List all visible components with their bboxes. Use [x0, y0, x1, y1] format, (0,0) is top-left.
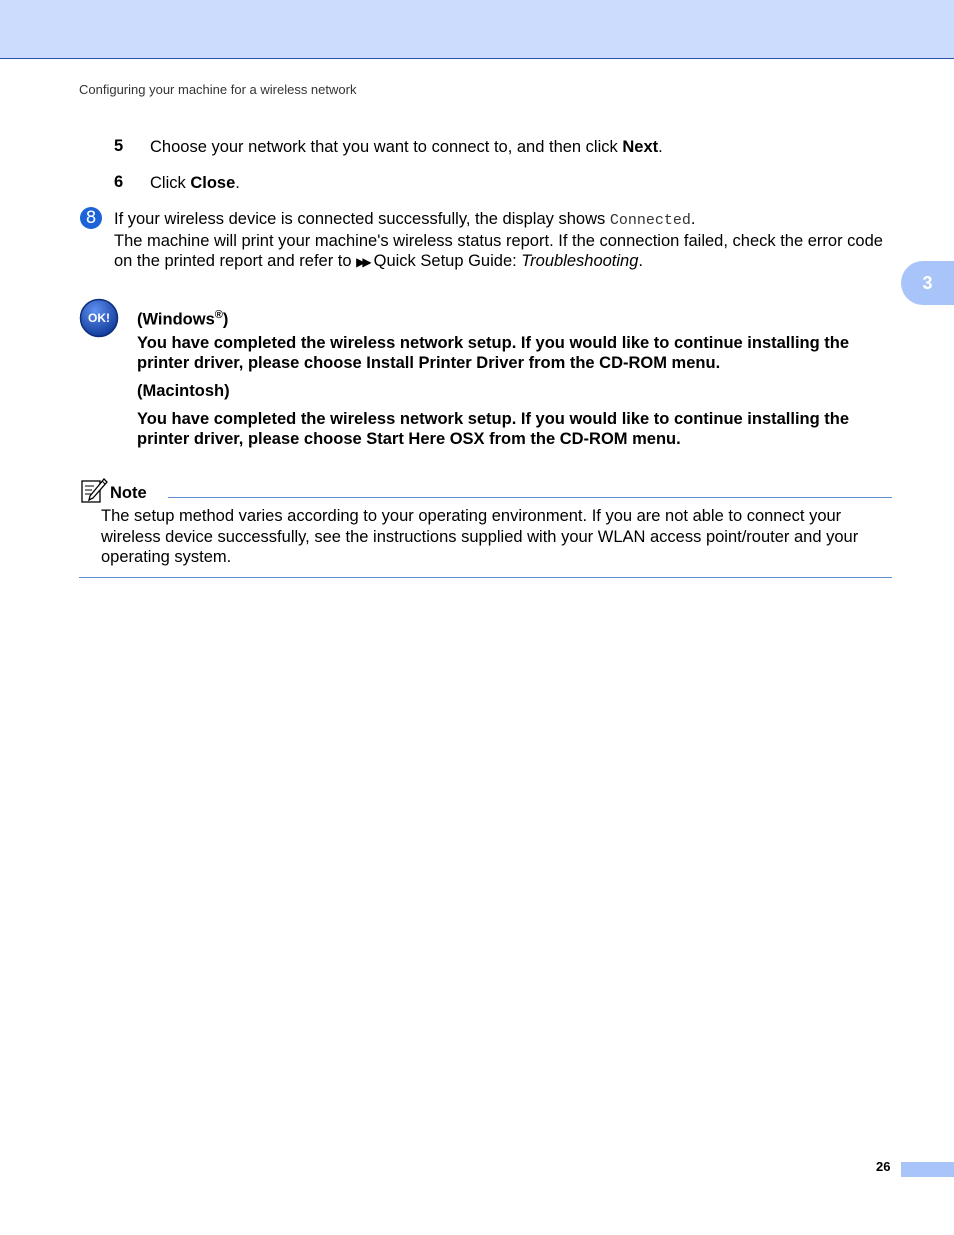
- close-label: Close: [190, 174, 236, 192]
- page-number: 26: [876, 1159, 891, 1174]
- result-paragraph: If your wireless device is connected successfully, the display shows Connected. The machine will print your machine's wireless status report. If the connection failed, check the error code on the printed report and refer to ▶▶ Quick Setup Guide: Troubleshooting.: [114, 210, 883, 270]
- header-band: [0, 0, 954, 59]
- step-8-badge: 8: [80, 207, 102, 229]
- note-text: The setup method varies according to your operating environment. If you are not able to connect your wireless device successfully, see the instructions supplied with your WLAN access point/router and your operating system.: [101, 507, 859, 566]
- step-5-number: 5: [114, 137, 124, 155]
- note-bottom-rule: [79, 577, 892, 578]
- step-6-text: Click Close.: [150, 174, 240, 192]
- windows-heading: (Windows®): [137, 309, 229, 329]
- troubleshooting-ref: Troubleshooting: [521, 252, 639, 270]
- mac-heading: (Macintosh): [137, 382, 230, 400]
- next-label: Next: [622, 138, 659, 156]
- mac-text: You have completed the wireless network setup. If you would like to continue installing the printer driver, please choose Start Here OSX from the CD-ROM menu.: [137, 410, 850, 448]
- ok-icon-text: OK!: [88, 311, 110, 325]
- reference-arrows-icon: ▶▶: [356, 255, 369, 269]
- chapter-tab: 3: [901, 261, 954, 305]
- step-5-text: Choose your network that you want to connect to, and then click Next.: [150, 138, 663, 156]
- footer-bar: [901, 1162, 954, 1177]
- note-label: Note: [110, 484, 147, 502]
- note-pencil-icon: [80, 477, 108, 505]
- windows-text: You have completed the wireless network setup. If you would like to continue installing the printer driver, please choose Install Printer Driver from the CD-ROM menu.: [137, 334, 850, 372]
- running-head: Configuring your machine for a wireless network: [79, 82, 357, 97]
- note-top-rule: [168, 497, 892, 498]
- ok-icon: [79, 298, 119, 338]
- step-6-number: 6: [114, 173, 124, 191]
- display-text: Connected: [609, 212, 691, 229]
